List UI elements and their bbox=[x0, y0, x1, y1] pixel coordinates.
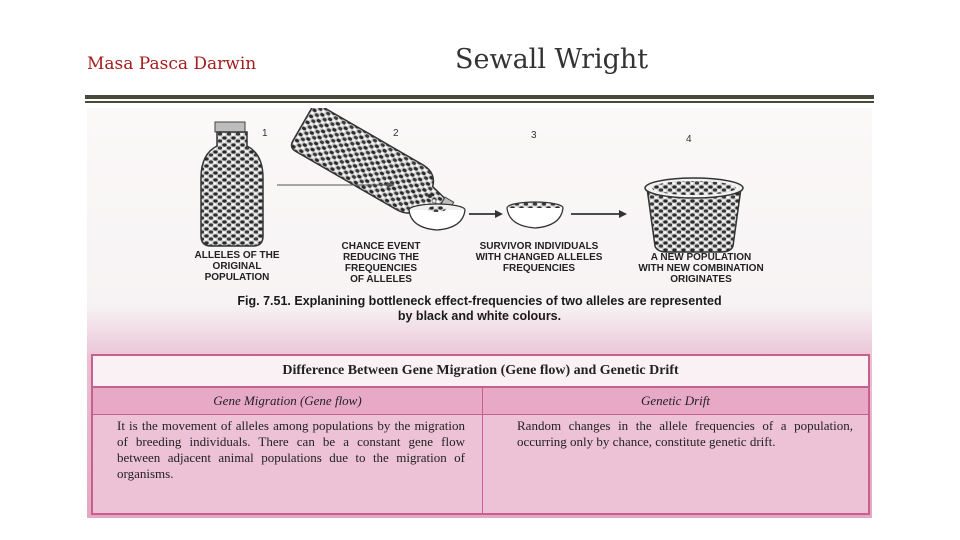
cell-genetic-drift-definition: Random changes in the allele frequencies of a population, occurring only by chance, constitute genetic drift. bbox=[517, 418, 853, 449]
figure-caption-line-2: by black and white colours. bbox=[397, 309, 562, 323]
title-rule-thin bbox=[85, 101, 874, 103]
label-survivor-individuals: SURVIVOR INDIVIDUALS WITH CHANGED ALLELES FREQUENCIES bbox=[475, 241, 603, 274]
label-original-population: ALLELES OF THE ORIGINAL POPULATION bbox=[194, 250, 280, 283]
step-number-3: 3 bbox=[531, 130, 537, 141]
figure-caption bbox=[127, 294, 832, 324]
label-new-population: A NEW POPULATION WITH NEW COMBINATION ORIGINATES bbox=[638, 252, 764, 285]
step-number-4: 4 bbox=[686, 134, 692, 145]
original-population-bottle bbox=[201, 122, 263, 246]
scanned-figure-panel bbox=[87, 108, 872, 518]
column-header-gene-migration: Gene Migration (Gene flow) bbox=[93, 388, 482, 415]
chance-event-dish bbox=[409, 204, 465, 230]
label-chance-event: CHANCE EVENT REDUCING THE FREQUENCIES OF ALLELES bbox=[341, 241, 421, 285]
table-column-divider bbox=[482, 388, 483, 514]
slide-subtitle: Masa Pasca Darwin bbox=[87, 54, 257, 74]
process-arrow-3 bbox=[571, 210, 627, 218]
cell-gene-migration-definition: It is the movement of alleles among populations by the migration of breeding individuals. There can be a constant gene flow between adjacent animal populations due to the migration of organisms. bbox=[117, 418, 465, 481]
slide-title: Sewall Wright bbox=[455, 44, 649, 75]
title-rule-thick bbox=[85, 95, 874, 99]
step-number-2: 2 bbox=[393, 128, 399, 139]
step-number-1: 1 bbox=[262, 128, 268, 139]
survivor-dish bbox=[507, 202, 563, 228]
process-arrow-2 bbox=[469, 210, 503, 218]
comparison-table bbox=[91, 354, 870, 515]
new-population-cup bbox=[645, 178, 743, 252]
column-header-genetic-drift: Genetic Drift bbox=[483, 388, 868, 415]
table-title: Difference Between Gene Migration (Gene flow) and Genetic Drift bbox=[93, 356, 868, 388]
figure-caption-line-1: Fig. 7.51. Explanining bottleneck effect-frequencies of two alleles are represented bbox=[237, 294, 722, 308]
